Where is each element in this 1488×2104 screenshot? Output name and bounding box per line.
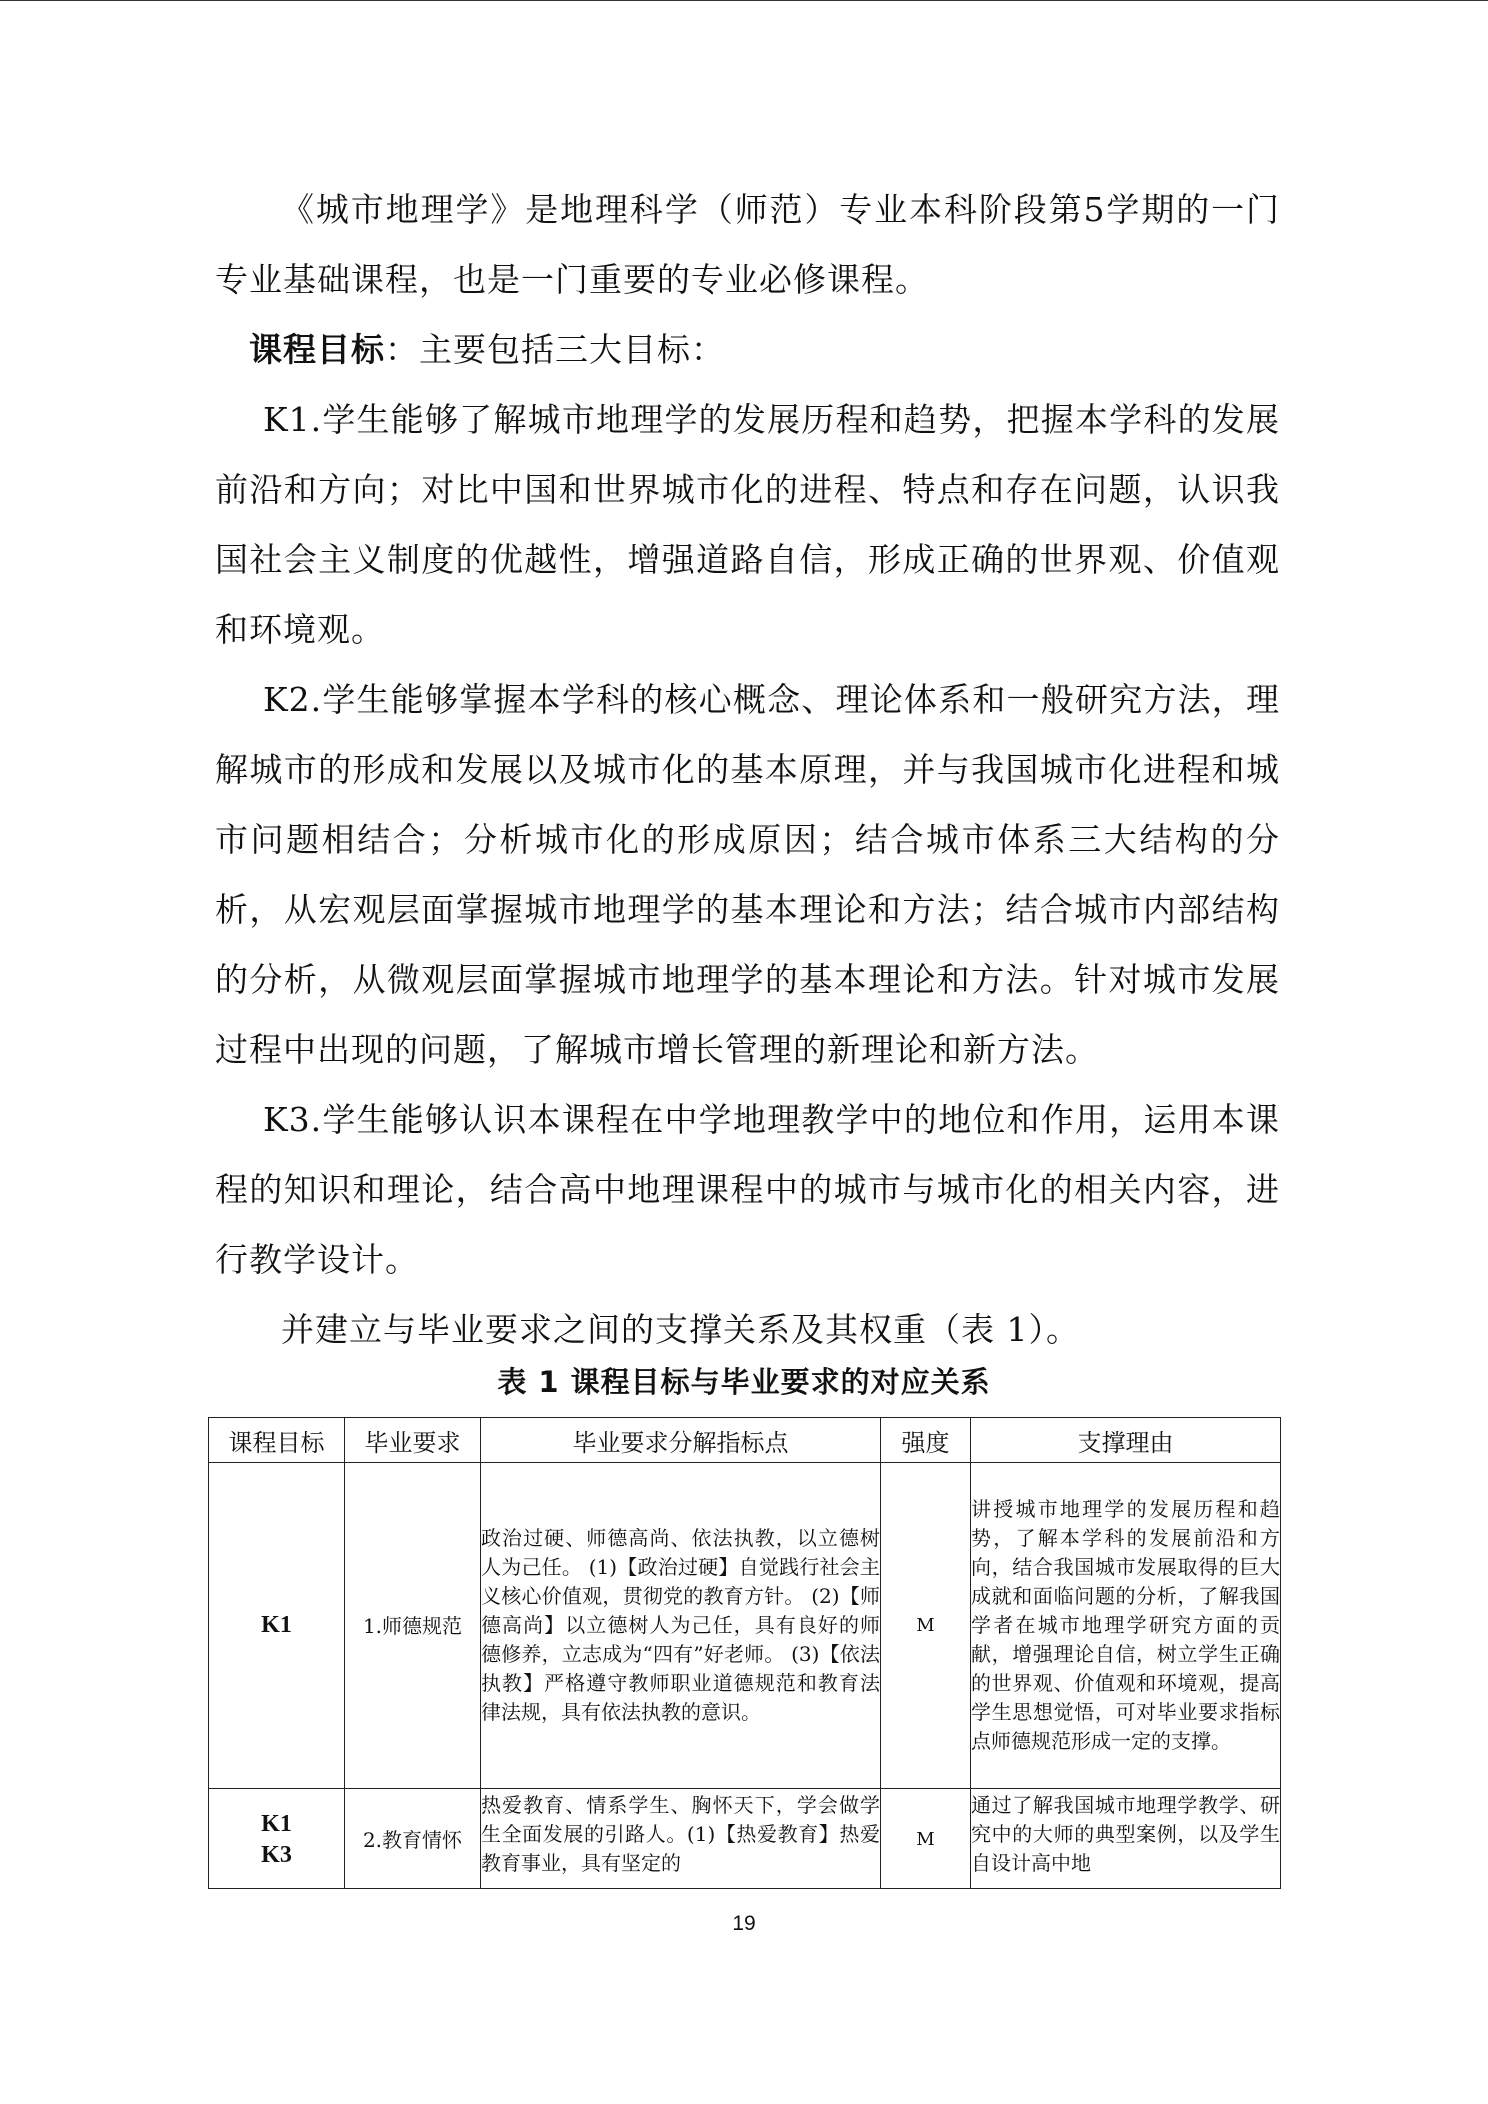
row-support-reason-cell: 通过了解我国城市地理学教学、研究中的大师的典型案例，以及学生自设计高中地 <box>971 1789 1281 1889</box>
row-indicator-points-cell: 政治过硬、师德高尚、依法执教，以立德树人为己任。 (1)【政治过硬】自觉践行社会主义核心价值观，贯彻党的教育方针。 (2)【师德高尚】以立德树人为己任，具有良好的师德修养，立志成为“四有”好老师。 (3)【依法执教】严格遵守教师职业道德规范和教育法律法规，具有依法执教的意识。 <box>481 1463 881 1789</box>
table-row <box>209 1789 1281 1889</box>
header-strength: 强度 <box>881 1418 971 1463</box>
header-graduation-requirement: 毕业要求 <box>345 1418 481 1463</box>
row-goal-cell <box>209 1463 345 1789</box>
goal-k3-text: 学生能够认识本课程在中学地理教学中的地位和作用，运用本课程的知识和理论，结合高中地理课程中的城市与城市化的相关内容，进行教学设计。 <box>215 1100 1280 1279</box>
goal-k1-paragraph <box>215 385 1280 665</box>
page-number: 19 <box>732 1912 756 1935</box>
document-body <box>215 175 1280 1365</box>
goals-heading-text: ：主要包括三大目标： <box>385 330 725 369</box>
goal-k3-id: K3. <box>263 1100 323 1139</box>
table-row <box>209 1463 1281 1789</box>
table-title: 表 1 课程目标与毕业要求的对应关系 <box>497 1365 991 1399</box>
row-goal-line: K3 <box>261 1841 292 1868</box>
row-support-reason-cell: 讲授城市地理学的发展历程和趋势，了解本学科的发展前沿和方向，结合我国城市发展取得的巨大成就和面临问题的分析，了解我国学者在城市地理学研究方面的贡献，增强理论自信，树立学生正确的世界观、价值观和环境观，提高学生思想觉悟，可对毕业要求指标点师德规范形成一定的支撑。 <box>971 1463 1281 1789</box>
support-sentence: 并建立与毕业要求之间的支撑关系及其权重（表 1）。 <box>281 1310 1080 1349</box>
row-indicator-points-cell: 热爱教育、情系学生、胸怀天下，学会做学生全面发展的引路人。(1)【热爱教育】热爱教育事业，具有坚定的 <box>481 1789 881 1889</box>
row-goal-cell <box>209 1789 345 1889</box>
row-requirement-cell: 1.师德规范 <box>345 1463 481 1789</box>
page-top-rule <box>0 0 1488 1</box>
goal-k1-id: K1. <box>263 400 323 439</box>
table-header-row <box>209 1418 1281 1463</box>
goal-k2-paragraph <box>215 665 1280 1085</box>
header-support-reason: 支撑理由 <box>971 1418 1281 1463</box>
header-course-goal: 课程目标 <box>209 1418 345 1463</box>
row-strength-cell: M <box>881 1789 971 1889</box>
goal-k2-text: 学生能够掌握本学科的核心概念、理论体系和一般研究方法，理解城市的形成和发展以及城市化的基本原理，并与我国城市化进程和城市问题相结合；分析城市化的形成原因；结合城市体系三大结构的分析，从宏观层面掌握城市地理学的基本理论和方法；结合城市内部结构的分析，从微观层面掌握城市地理学的基本理论和方法。针对城市发展过程中出现的问题，了解城市增长管理的新理论和新方法。 <box>215 680 1280 1069</box>
intro-paragraph: 《城市地理学》是地理科学（师范）专业本科阶段第5学期的一门专业基础课程，也是一门重要的专业必修课程。 <box>215 190 1280 299</box>
goals-heading-label: 课程目标 <box>249 330 385 369</box>
row-requirement-cell: 2.教育情怀 <box>345 1789 481 1889</box>
row-goal-line: K1 <box>261 1612 292 1638</box>
row-goal-line: K1 <box>261 1810 292 1837</box>
goal-k1-text: 学生能够了解城市地理学的发展历程和趋势，把握本学科的发展前沿和方向；对比中国和世界城市化的进程、特点和存在问题，认识我国社会主义制度的优越性，增强道路自信，形成正确的世界观、价值观和环境观。 <box>215 400 1280 649</box>
header-indicator-points: 毕业要求分解指标点 <box>481 1418 881 1463</box>
goals-heading <box>215 315 1280 385</box>
goal-k3-paragraph <box>215 1085 1280 1295</box>
goal-k2-id: K2. <box>263 680 323 719</box>
goal-requirement-table <box>208 1417 1281 1889</box>
row-strength-cell: M <box>881 1463 971 1789</box>
